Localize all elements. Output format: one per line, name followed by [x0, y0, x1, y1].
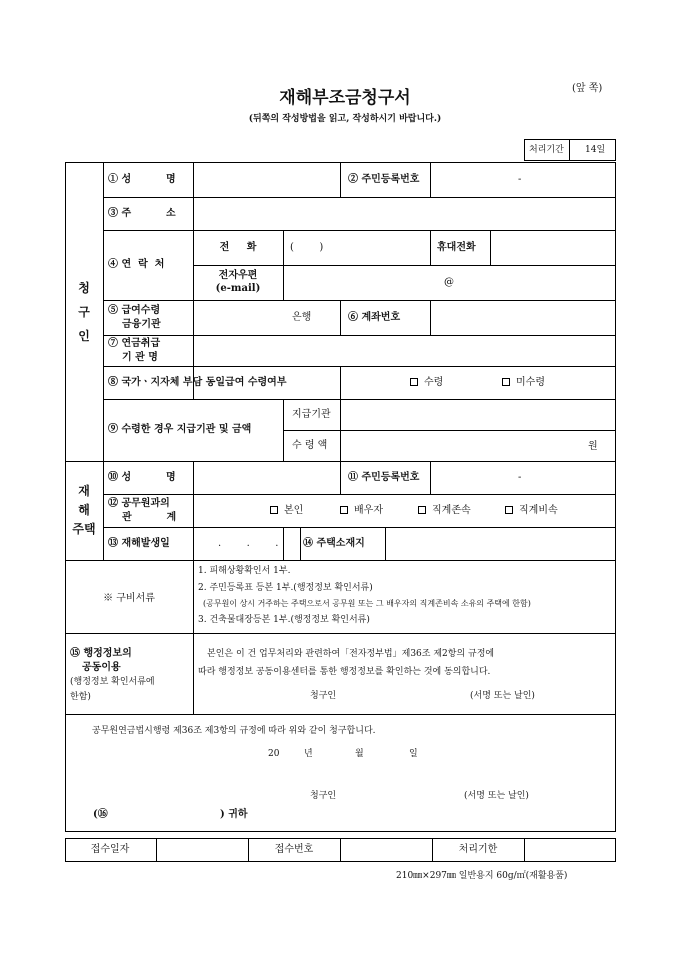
- bank-label-2: 금융기관: [122, 319, 161, 330]
- addressee-close: ) 귀하: [220, 809, 248, 820]
- received-date-label: 접수일자: [90, 844, 130, 855]
- addressee-open: (⑯: [93, 809, 108, 820]
- not-received-label: 미수령: [516, 377, 545, 388]
- bank-field[interactable]: [195, 302, 338, 333]
- documents-label: ※ 구비서류: [103, 593, 155, 604]
- document-line-3: (공무원이 상시 거주하는 주택으로서 공무원 또는 그 배우자의 직계존비속 소유의 주택에 한함): [203, 599, 531, 608]
- claimant-address-field[interactable]: [195, 199, 614, 228]
- processing-period-value: 14일: [585, 145, 606, 155]
- relation-spouse-label: 배우자: [354, 505, 383, 516]
- page-side-label: (앞 쪽): [572, 83, 603, 94]
- received-no-label: 접수번호: [274, 844, 314, 855]
- relation-label: ⑫ 공무원과의: [108, 498, 170, 509]
- house-name-field[interactable]: [195, 463, 338, 492]
- claimant-address-label: ③ 주 소: [108, 208, 176, 219]
- addressee-field[interactable]: [112, 805, 216, 825]
- disaster-date-label: ⑬ 재해발생일: [108, 538, 170, 549]
- house-location-label: ⑭ 주택소재지: [303, 538, 365, 549]
- relation-self-checkbox[interactable]: [270, 506, 278, 514]
- claimant-section-char-2: 구: [78, 305, 90, 319]
- consent-label-2: 공동이용: [82, 662, 121, 673]
- claimant-section-char-3: 인: [78, 329, 90, 343]
- house-section-char-1: 재: [78, 484, 90, 498]
- relation-option-self[interactable]: [270, 506, 303, 516]
- house-location-field[interactable]: [387, 529, 614, 558]
- consent-sign-label[interactable]: (서명 또는 날인): [470, 691, 535, 701]
- claimant-name-field[interactable]: [195, 165, 338, 195]
- relation-ascendant-label: 직계존속: [432, 505, 471, 516]
- claimant-rrn-dash: -: [518, 174, 522, 185]
- relation-option-ascendant[interactable]: [418, 506, 471, 516]
- claimant-rrn-field[interactable]: [432, 165, 614, 195]
- claimant-name-label: ① 성 명: [108, 174, 176, 185]
- mobile-label: 휴대전화: [437, 242, 476, 253]
- relation-self-label: 본인: [284, 505, 304, 516]
- consent-text-1: 본인은 이 건 업무처리와 관련하여「전자정부법」제36조 제2항의 규정에: [207, 649, 495, 659]
- account-field[interactable]: [432, 302, 614, 333]
- document-line-2: 2. 주민등록표 등본 1부.(행정정보 확인서류): [198, 583, 373, 593]
- house-rrn-dash: -: [518, 472, 522, 483]
- relation-label-2: 관 계: [122, 512, 177, 523]
- pension-agency-field[interactable]: [195, 337, 614, 364]
- email-label-en: (e-mail): [215, 283, 261, 294]
- processing-period-label: 처리기간: [529, 145, 564, 155]
- phone-field[interactable]: [285, 232, 428, 263]
- deadline-label: 처리기한: [458, 844, 498, 855]
- paying-agency-field[interactable]: [342, 401, 614, 428]
- received-date-field[interactable]: [158, 840, 246, 860]
- house-name-label: ⑩ 성 명: [108, 472, 176, 483]
- if-received-label: ⑨ 수령한 경우 지급기관 및 금액: [108, 424, 252, 435]
- email-at-sign: @: [444, 277, 454, 288]
- form-title: 재해부조금청구서: [279, 88, 411, 108]
- consent-label-4: 한함): [70, 692, 91, 702]
- house-section-char-2: 해: [78, 503, 90, 517]
- consent-label: ⑮ 행정정보의: [70, 648, 132, 659]
- email-label: 전자우편: [218, 270, 258, 281]
- date-month-label: 월: [355, 749, 364, 759]
- pension-agency-label-2: 기 관 명: [122, 352, 158, 363]
- paper-spec: 210㎜×297㎜ 일반용지 60g/㎡(재활용품): [396, 871, 568, 881]
- date-day-label: 일: [409, 749, 418, 759]
- received-label: 수령: [424, 377, 444, 388]
- disaster-date-dots: . . .: [218, 538, 279, 549]
- deadline-field[interactable]: [526, 840, 614, 860]
- mobile-field[interactable]: [492, 232, 614, 263]
- house-rrn-field[interactable]: [432, 463, 614, 492]
- not-received-checkbox[interactable]: [502, 378, 510, 386]
- paying-agency-label: 지급기관: [292, 409, 331, 420]
- account-label: ⑥ 계좌번호: [348, 312, 401, 323]
- relation-option-spouse[interactable]: [340, 506, 383, 516]
- document-line-4: 3. 건축물대장등본 1부.(행정정보 확인서류): [198, 615, 370, 625]
- relation-option-descendant[interactable]: [505, 506, 558, 516]
- not-received-option[interactable]: [502, 378, 545, 388]
- bank-suffix: 은행: [292, 312, 312, 323]
- declaration-claimant-label: 청구인: [310, 791, 337, 801]
- date-year-label: 년: [304, 749, 313, 759]
- won-unit: 원: [588, 441, 598, 452]
- declaration-text: 공무원연금법시행령 제36조 제3항의 규정에 따라 위와 같이 청구합니다.: [92, 726, 376, 736]
- phone-area-code: ( ): [290, 242, 324, 253]
- received-option[interactable]: [410, 378, 443, 388]
- received-no-field[interactable]: [342, 840, 430, 860]
- form-subtitle: (뒤쪽의 작성방법을 읽고, 작성하시기 바랍니다.): [248, 114, 442, 124]
- relation-spouse-checkbox[interactable]: [340, 506, 348, 514]
- consent-text-2: 따라 행정정보 공동이용센터를 통한 행정정보를 확인하는 것에 동의합니다.: [198, 667, 491, 677]
- phone-label: 전 화: [219, 242, 257, 253]
- pension-agency-label: ⑦ 연금취급: [108, 338, 161, 349]
- claimant-contact-label: ④ 연 락 처: [108, 259, 165, 270]
- date-century: 20: [268, 749, 280, 759]
- claimant-section-char-1: 청: [78, 281, 90, 295]
- bank-label: ⑤ 급여수령: [108, 305, 161, 316]
- relation-descendant-checkbox[interactable]: [505, 506, 513, 514]
- received-checkbox[interactable]: [410, 378, 418, 386]
- amount-label: 수 령 액: [292, 440, 328, 451]
- document-line-1: 1. 피해상황확인서 1부.: [198, 566, 291, 576]
- house-section-char-3: 주택: [72, 522, 96, 536]
- claimant-rrn-label: ② 주민등록번호: [348, 174, 420, 185]
- declaration-sign-label[interactable]: (서명 또는 날인): [464, 791, 529, 801]
- email-field[interactable]: [285, 267, 614, 298]
- house-rrn-label: ⑪ 주민등록번호: [348, 472, 420, 483]
- consent-claimant-label: 청구인: [310, 691, 337, 701]
- disaster-date-field[interactable]: [195, 529, 281, 558]
- consent-label-3: (행정정보 확인서류에: [70, 677, 155, 687]
- amount-field[interactable]: [342, 432, 592, 459]
- relation-ascendant-checkbox[interactable]: [418, 506, 426, 514]
- relation-descendant-label: 직계비속: [519, 505, 558, 516]
- duplicate-benefit-label: ⑧ 국가ㆍ지자체 부담 동일급여 수령여부: [108, 377, 287, 388]
